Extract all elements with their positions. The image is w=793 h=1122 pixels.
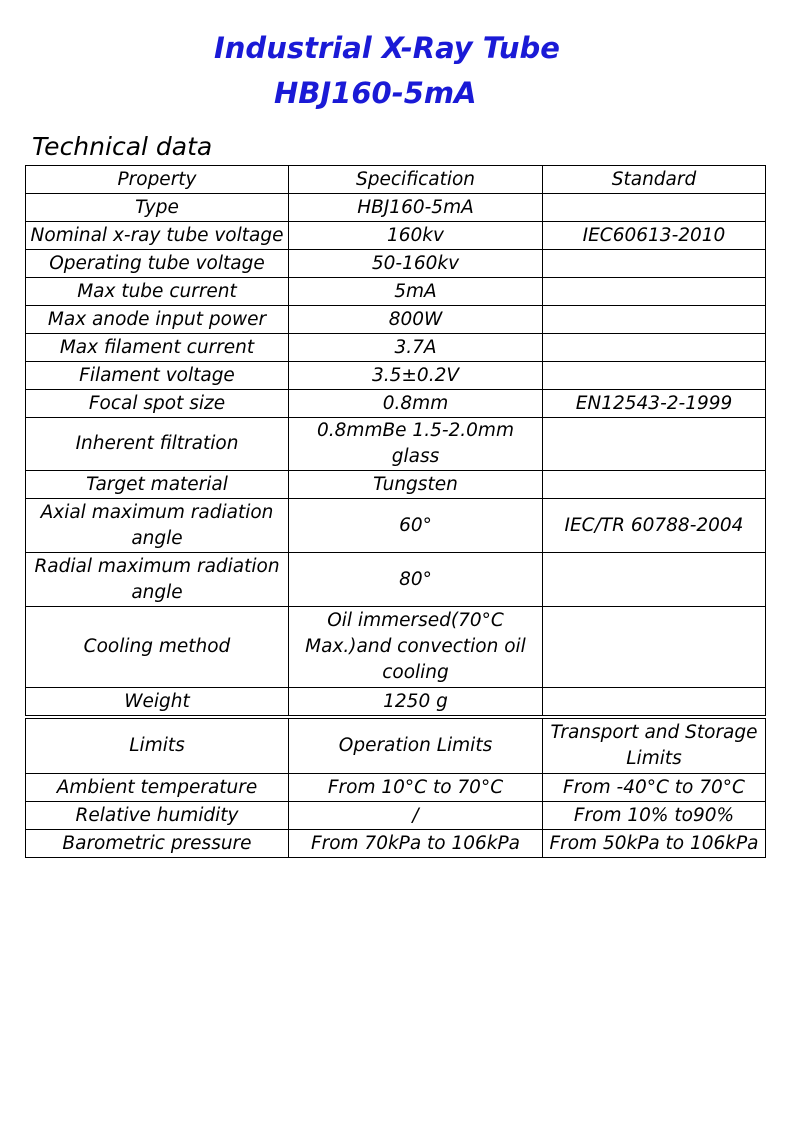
- operation-limit-cell: From 70kPa to 106kPa: [289, 830, 543, 858]
- limit-name-cell: Relative humidity: [26, 802, 289, 830]
- property-cell: Max anode input power: [26, 306, 289, 334]
- property-cell: Weight: [26, 688, 289, 716]
- table-row: [26, 334, 766, 362]
- specification-cell: 0.8mmBe 1.5-2.0mm glass: [289, 418, 543, 471]
- header-cell: Standard: [543, 166, 766, 194]
- storage-limit-cell: From 10% to90%: [543, 802, 766, 830]
- table-row: [26, 390, 766, 418]
- specification-cell: Oil immersed(70°C Max.)and convection oil cooling: [289, 607, 543, 688]
- storage-limit-cell: From 50kPa to 106kPa: [543, 830, 766, 858]
- specification-cell: 800W: [289, 306, 543, 334]
- table-row: [26, 471, 766, 499]
- table-row: [26, 774, 766, 802]
- table-row: [26, 362, 766, 390]
- table-row: [26, 278, 766, 306]
- specification-cell: 160kv: [289, 222, 543, 250]
- property-cell: Filament voltage: [26, 362, 289, 390]
- standard-cell: [543, 418, 766, 471]
- property-cell: Focal spot size: [26, 390, 289, 418]
- property-cell: Cooling method: [26, 607, 289, 688]
- specification-cell: HBJ160-5mA: [289, 194, 543, 222]
- property-cell: Max filament current: [26, 334, 289, 362]
- specification-cell: 0.8mm: [289, 390, 543, 418]
- header-cell: Specification: [289, 166, 543, 194]
- table-row: [26, 306, 766, 334]
- standard-cell: [543, 334, 766, 362]
- table-row: [26, 553, 766, 607]
- standard-cell: [543, 688, 766, 716]
- property-cell: Axial maximum radiation angle: [26, 499, 289, 553]
- table-row: [26, 830, 766, 858]
- table-row: [26, 499, 766, 553]
- specification-cell: 50-160kv: [289, 250, 543, 278]
- specification-cell: Tungsten: [289, 471, 543, 499]
- limit-name-cell: Ambient temperature: [26, 774, 289, 802]
- specification-cell: 5mA: [289, 278, 543, 306]
- table-row: [26, 194, 766, 222]
- specification-cell: 1250 g: [289, 688, 543, 716]
- standard-cell: EN12543-2-1999: [543, 390, 766, 418]
- table-header-row: [26, 166, 766, 194]
- property-cell: Max tube current: [26, 278, 289, 306]
- table-row: [26, 688, 766, 716]
- section-title: Technical data: [32, 132, 213, 161]
- specification-cell: 80°: [289, 553, 543, 607]
- limit-name-cell: Barometric pressure: [26, 830, 289, 858]
- header-cell: Property: [26, 166, 289, 194]
- specification-cell: 3.7A: [289, 334, 543, 362]
- model-title: HBJ160-5mA: [274, 76, 477, 110]
- table-row: [26, 607, 766, 688]
- specification-cell: 60°: [289, 499, 543, 553]
- limits-table: [25, 718, 766, 858]
- operation-limit-cell: /: [289, 802, 543, 830]
- standard-cell: IEC60613-2010: [543, 222, 766, 250]
- property-cell: Nominal x-ray tube voltage: [26, 222, 289, 250]
- specification-cell: 3.5±0.2V: [289, 362, 543, 390]
- standard-cell: [543, 278, 766, 306]
- table-row: [26, 802, 766, 830]
- document-title: Industrial X-Ray Tube: [214, 31, 560, 65]
- property-cell: Inherent filtration: [26, 418, 289, 471]
- operation-limit-cell: From 10°C to 70°C: [289, 774, 543, 802]
- property-cell: Target material: [26, 471, 289, 499]
- standard-cell: IEC/TR 60788-2004: [543, 499, 766, 553]
- technical-data-table: [25, 165, 766, 716]
- table-row: [26, 250, 766, 278]
- standard-cell: [543, 194, 766, 222]
- property-cell: Radial maximum radiation angle: [26, 553, 289, 607]
- header-cell: Operation Limits: [289, 719, 543, 774]
- table-row: [26, 222, 766, 250]
- storage-limit-cell: From -40°C to 70°C: [543, 774, 766, 802]
- standard-cell: [543, 362, 766, 390]
- standard-cell: [543, 306, 766, 334]
- table-header-row: [26, 719, 766, 774]
- standard-cell: [543, 471, 766, 499]
- header-cell: Transport and Storage Limits: [543, 719, 766, 774]
- standard-cell: [543, 607, 766, 688]
- standard-cell: [543, 553, 766, 607]
- property-cell: Operating tube voltage: [26, 250, 289, 278]
- header-cell: Limits: [26, 719, 289, 774]
- standard-cell: [543, 250, 766, 278]
- property-cell: Type: [26, 194, 289, 222]
- table-row: [26, 418, 766, 471]
